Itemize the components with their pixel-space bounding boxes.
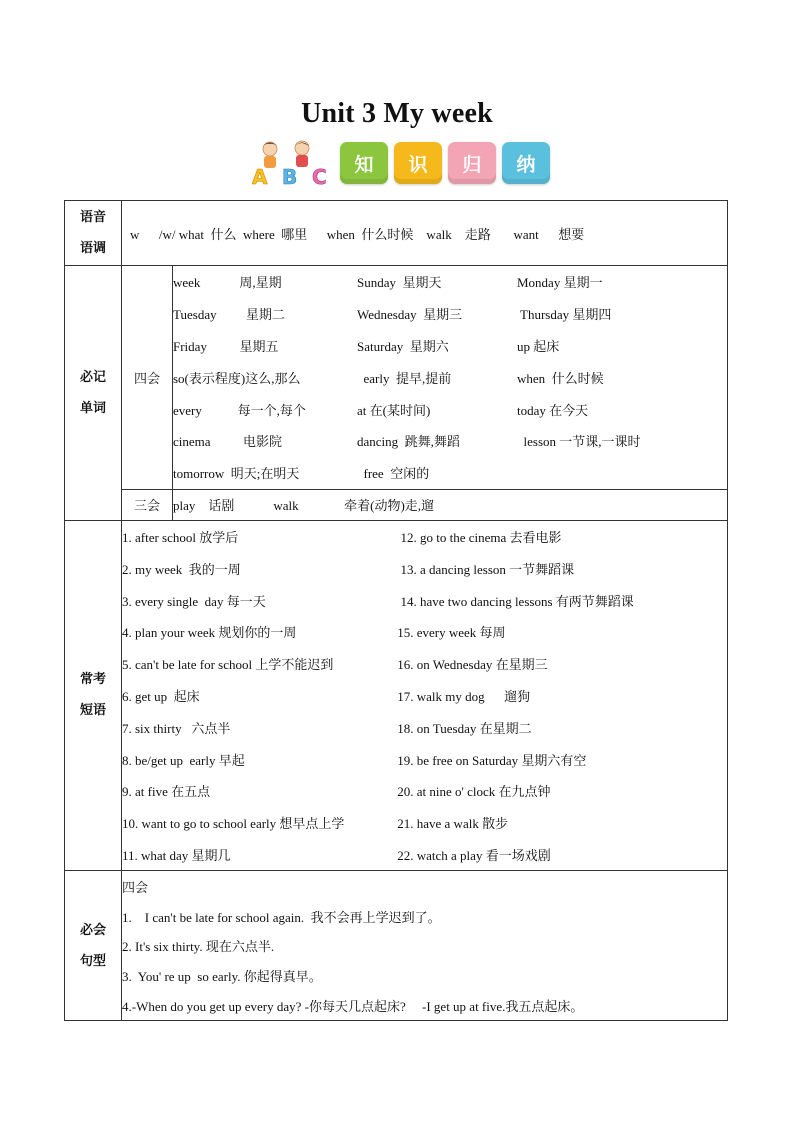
phrases-list [122,520,728,871]
sentence-line: 3. You' re up so early. 你起得真早。 [122,969,322,985]
word-row: so(表示程度)这么,那么 early 提早,提前 when 什么时候 [173,370,604,386]
phrase-row: 4. plan your week 规划你的一周 15. every week 每周 [122,625,506,641]
phrase-row: 5. can't be late for school 上学不能迟到 16. on Wednesday 在星期三 [122,657,548,673]
words-four-label: 四会 [122,266,173,490]
banner-tile-shi: 识 [394,142,442,184]
phrase-row: 10. want to go to school early 想早点上学 21. have a walk 散步 [122,816,509,832]
word-row: cinema 电影院 dancing 跳舞,舞蹈 lesson 一节课,一课时 [173,434,641,450]
phonics-row [65,201,728,266]
phrase-row: 3. every single day 每一天 14. have two dancing lessons 有两节舞蹈课 [122,593,634,609]
sentences-heading: 四会 [122,879,149,895]
letter-b: B [282,165,298,188]
sentences-list [122,871,728,1021]
banner-tile-gui: 归 [448,142,496,184]
word-row: Friday 星期五 Saturday 星期六 up 起床 [173,338,560,354]
sentence-line: 2. It's six thirty. 现在六点半. [122,939,275,955]
phrase-row: 1. after school 放学后 12. go to the cinema 去看电影 [122,529,562,545]
phrase-row: 2. my week 我的一周 13. a dancing lesson 一节舞蹈课 [122,561,575,577]
sentence-line: 1. I can't be late for school again. 我不会再上学迟到了。 [122,909,441,925]
phonics-label: 语音 语调 [65,201,122,266]
words-four-row [65,266,728,490]
abc-kids-illustration [246,138,338,188]
page-title: Unit 3 My week [301,98,493,129]
phrase-row: 9. at five 在五点 20. at nine o' clock 在九点钟 [122,784,551,800]
banner-tile-na: 纳 [502,142,550,184]
phrase-row: 6. get up 起床 17. walk my dog 遛狗 [122,688,531,704]
sentences-label: 必会 句型 [65,871,122,1021]
words-label: 必记 单词 [65,266,122,521]
words-four-list [173,266,728,490]
word-row: tomorrow 明天;在明天 free 空闲的 [173,466,430,482]
words-three-row [65,489,728,520]
knowledge-table [64,200,728,1021]
words-three-content: play 话剧 walk 牵着(动物)走,遛 [173,489,728,520]
word-row: week 周,星期 Sunday 星期天 Monday 星期一 [173,275,603,291]
word-row: Tuesday 星期二 Wednesday 星期三 Thursday 星期四 [173,307,612,323]
words-three-label: 三会 [122,489,173,520]
letter-c: C [312,165,327,188]
banner-tile-zhi: 知 [340,142,388,184]
letter-a: A [252,165,268,188]
knowledge-summary-banner [246,138,550,188]
phrases-row [65,520,728,871]
sentences-row [65,871,728,1021]
phonics-content: w /w/ what 什么 where 哪里 when 什么时候 walk 走路 want 想要 [122,201,728,266]
sentence-line: 4.-When do you get up every day? -你每天几点起床? -I get up at five.我五点起床。 [122,998,584,1014]
phrase-row: 7. six thirty 六点半 18. on Tuesday 在星期二 [122,720,532,736]
phrases-label: 常考 短语 [65,520,122,871]
phrase-row: 8. be/get up early 早起 19. be free on Saturday 星期六有空 [122,752,587,768]
word-row: every 每一个,每个 at 在(某时间) today 在今天 [173,402,589,418]
phrase-row: 11. what day 星期几 22. watch a play 看一场戏剧 [122,847,551,863]
